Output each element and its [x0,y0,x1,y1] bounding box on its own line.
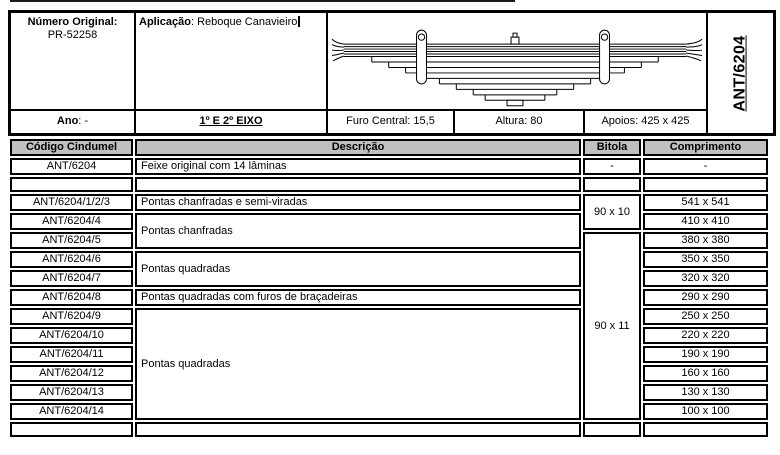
column-header-bitola: Bitola [583,139,641,156]
ano-cell [11,111,134,133]
table-row [10,177,768,192]
ano-value: : - [78,115,89,127]
desc-cell: Pontas chanfradas e semi-viradas [135,194,581,211]
comp-cell: 220 x 220 [643,327,768,344]
comp-cell: 250 x 250 [643,308,768,325]
eixo-value: 1º E 2º EIXO [199,115,263,127]
comp-cell: 350 x 350 [643,251,768,268]
desc-cell: Pontas quadradas [135,251,581,287]
table-row [10,158,768,175]
ano-label: Ano [56,115,79,127]
code-cell: ANT/6204/9 [10,308,133,325]
bitola-cell [583,177,641,192]
code-cell: ANT/6204/10 [10,327,133,344]
comp-cell: 380 x 380 [643,232,768,249]
code-cell: ANT/6204 [10,158,133,175]
code-cell: ANT/6204/6 [10,251,133,268]
code-cell: ANT/6204/1/2/3 [10,194,133,211]
part-code-vertical: ANT/6204 [732,34,749,112]
column-header-descricao: Descrição [135,139,581,156]
comp-cell: 100 x 100 [643,403,768,420]
eixo-cell [136,111,326,133]
aplicacao-value[interactable]: : Reboque Canavieiro [190,16,298,28]
parts-table [8,137,770,439]
numero-original-cell [11,13,134,109]
code-cell: ANT/6204/5 [10,232,133,249]
furo-central-cell: Furo Central: 15,5 [328,111,453,133]
info-panel [8,10,776,136]
apoios-cell: Apoios: 425 x 425 [585,111,706,133]
comp-cell: 130 x 130 [643,384,768,401]
comp-cell [643,422,768,437]
table-row [10,422,768,437]
drawing-cell [328,13,706,109]
code-cell: ANT/6204/7 [10,270,133,287]
comp-cell: 160 x 160 [643,365,768,382]
aplicacao-cell [136,13,326,109]
numero-original-label: Número Original: [27,16,118,28]
text-cursor [298,16,300,27]
code-cell: ANT/6204/8 [10,289,133,306]
column-header-codigo: Código Cindumel [10,139,133,156]
comp-cell: 290 x 290 [643,289,768,306]
desc-cell: Pontas quadradas com furos de braçadeiras [135,289,581,306]
desc-cell: Pontas chanfradas [135,213,581,249]
aplicacao-label: Aplicação [139,16,191,28]
page-edge-artifact [10,0,515,2]
comp-cell [643,177,768,192]
table-header-row [10,139,768,156]
comp-cell: 541 x 541 [643,194,768,211]
part-code-cell [708,13,773,133]
table-row [10,213,768,230]
column-header-comprimento: Comprimento [643,139,768,156]
code-cell [10,177,133,192]
bitola-cell: 90 x 10 [583,194,641,230]
leaf-spring-drawing [328,14,706,108]
desc-cell [135,422,581,437]
table-row [10,308,768,325]
altura-cell: Altura: 80 [455,111,583,133]
code-cell: ANT/6204/14 [10,403,133,420]
comp-cell: 320 x 320 [643,270,768,287]
table-row [10,251,768,268]
table-row [10,194,768,211]
parts-table-body [10,158,768,437]
code-cell: ANT/6204/12 [10,365,133,382]
code-cell: ANT/6204/11 [10,346,133,363]
bitola-cell: 90 x 11 [583,232,641,420]
code-cell [10,422,133,437]
code-cell: ANT/6204/4 [10,213,133,230]
comp-cell: 410 x 410 [643,213,768,230]
bitola-cell: - [583,158,641,175]
code-cell: ANT/6204/13 [10,384,133,401]
desc-cell: Feixe original com 14 lâminas [135,158,581,175]
comp-cell: 190 x 190 [643,346,768,363]
table-row [10,289,768,306]
bitola-cell [583,422,641,437]
desc-cell [135,177,581,192]
desc-cell: Pontas quadradas [135,308,581,420]
numero-original-value: PR-52258 [47,29,98,41]
comp-cell: - [643,158,768,175]
